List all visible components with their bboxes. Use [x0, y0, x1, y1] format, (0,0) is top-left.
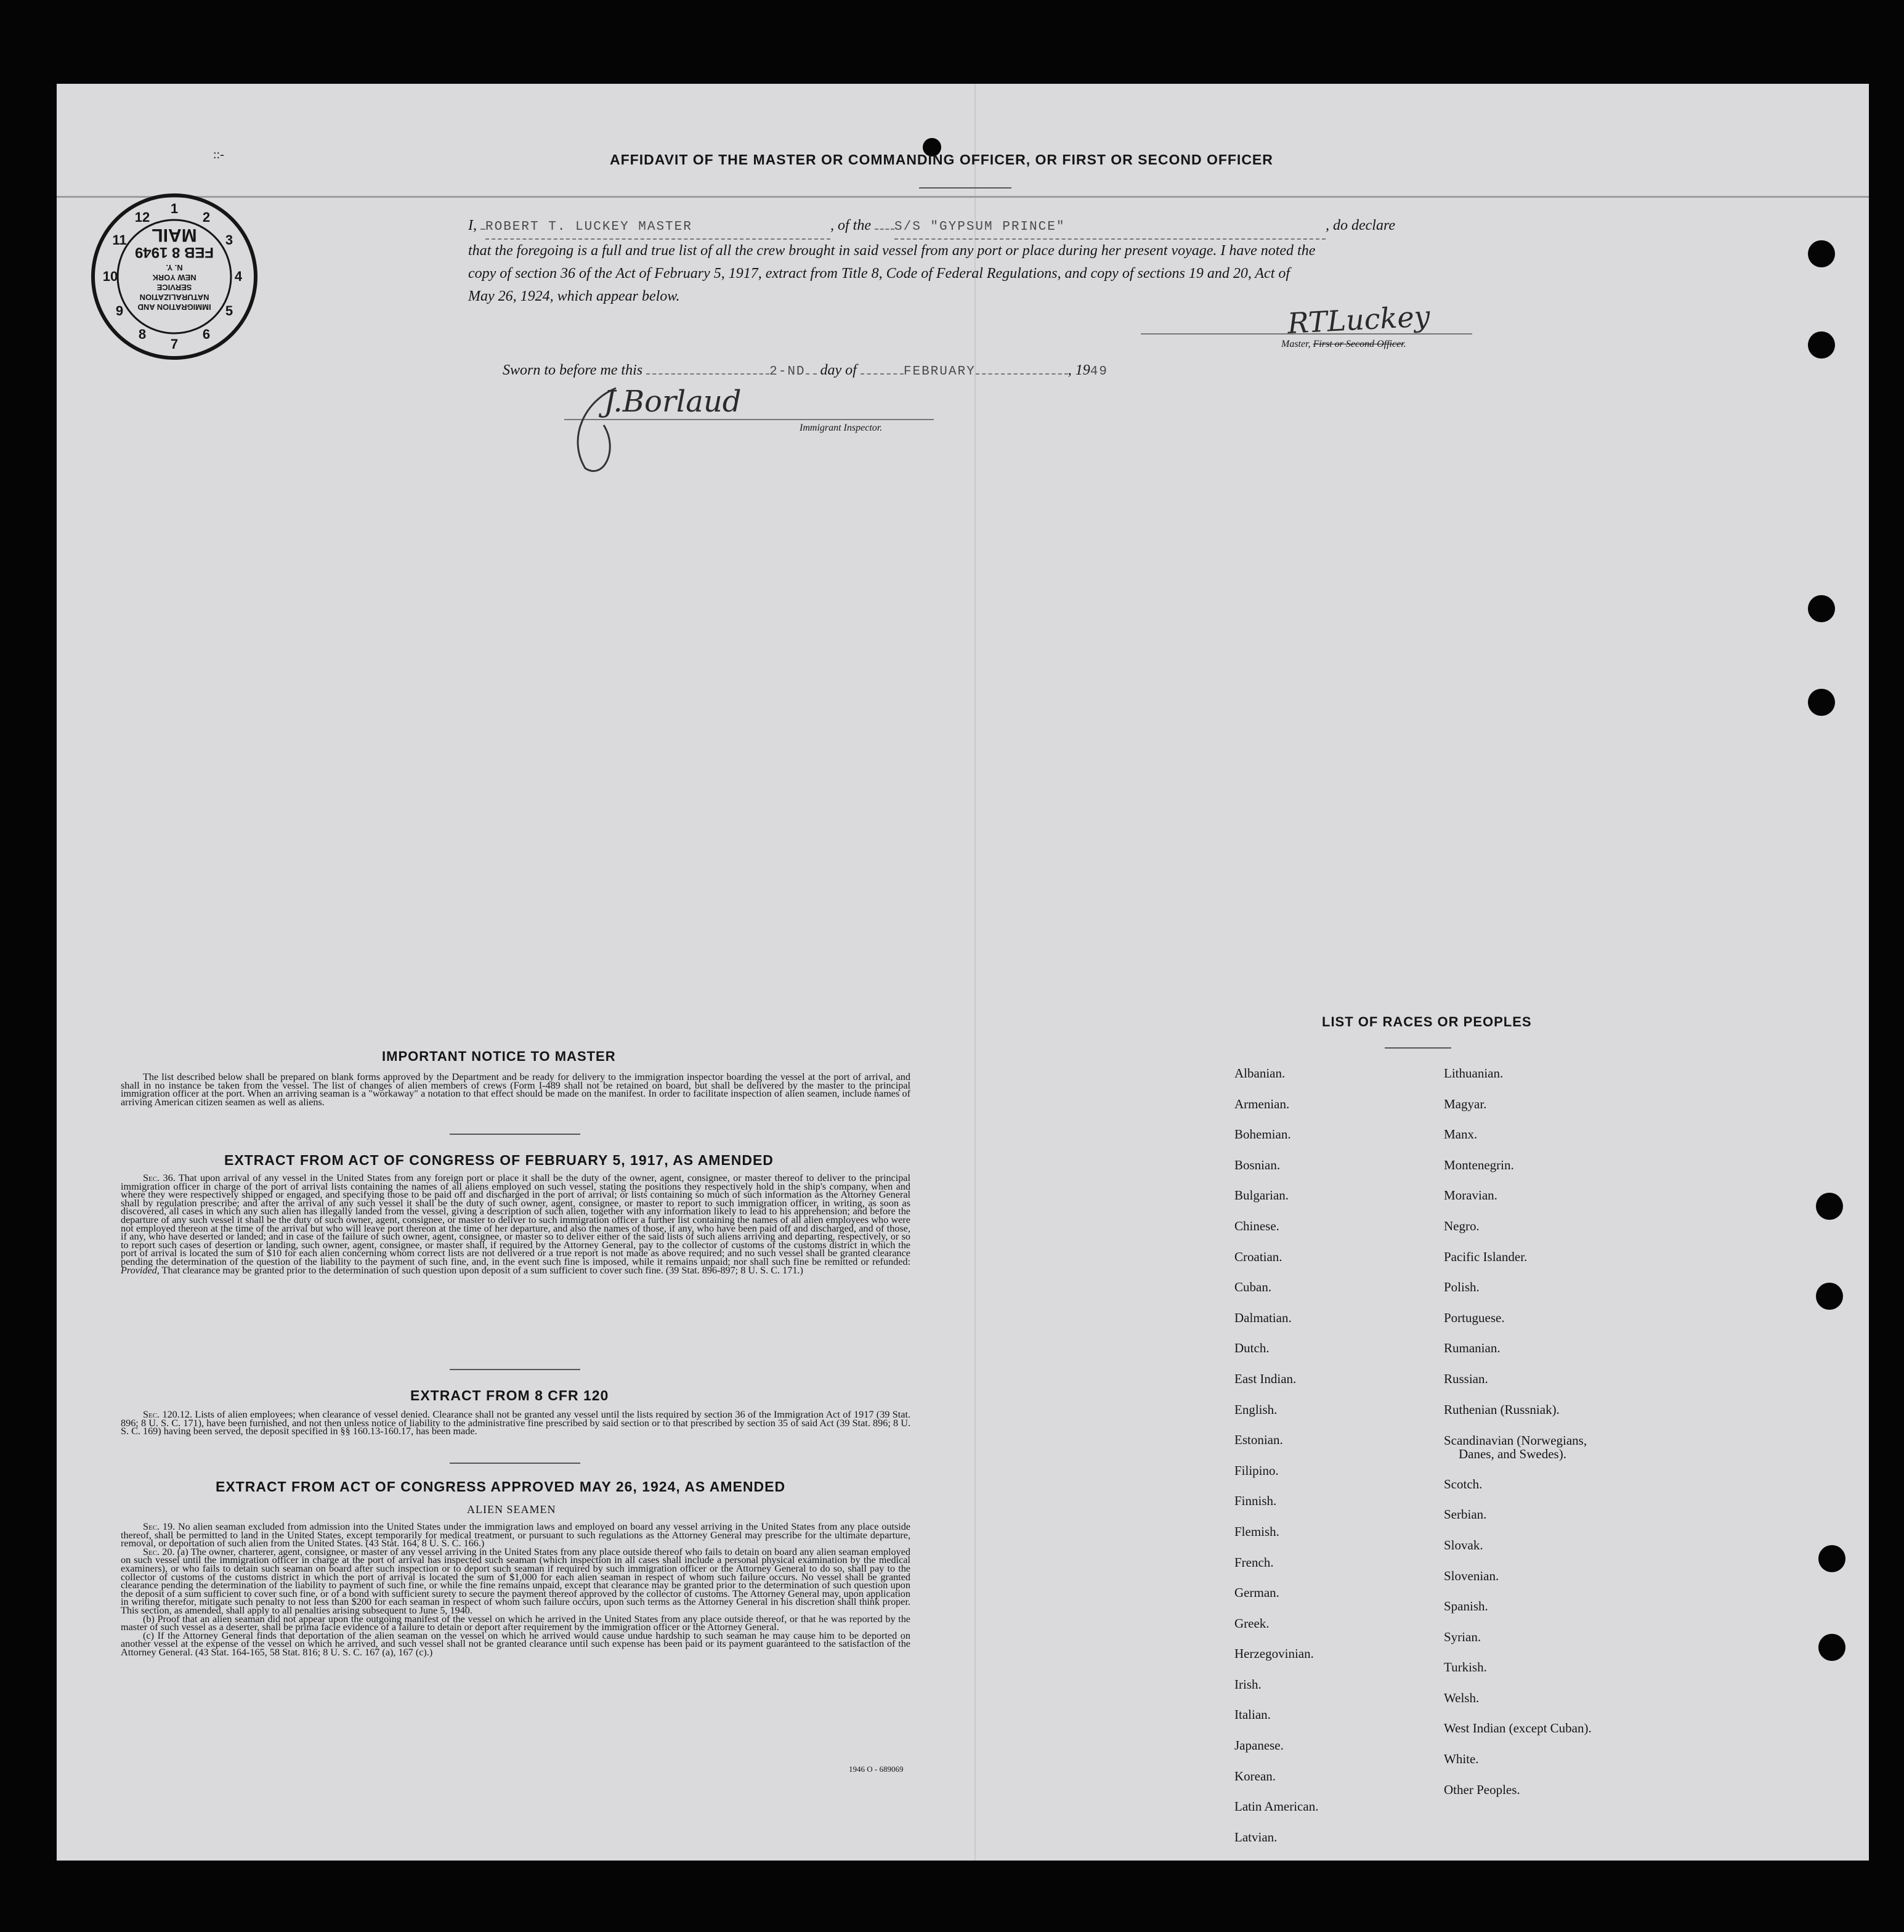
notice-paragraph: The list described below shall be prepared on blank forms approved by the Department and be ready for delivery to the immigration inspector boarding the vessel at the port of arrival, and shall in no instance be taken from the vessel. The list of changes of alien members of crews (Form I-489 shall not be retained on board, but shall be delivered by the master to the principal immigration officer at the port. When an arriving seaman is a "workaway" a notation to that effect should be made on the manifest. In order to facilitate inspection of alien seamen, include names of arriving American citizen seamen as well as aliens.: [121, 1071, 910, 1108]
punch-hole: [1808, 240, 1835, 267]
race-item: Negro.: [1444, 1218, 1480, 1233]
race-item: Albanian.: [1234, 1066, 1286, 1081]
race-item: Russian.: [1444, 1371, 1488, 1386]
race-item: East Indian.: [1234, 1371, 1297, 1386]
extract3-body: [121, 1523, 910, 1657]
race-item: Filipino.: [1234, 1463, 1279, 1478]
punch-hole: [1818, 1634, 1845, 1661]
race-item: Korean.: [1234, 1768, 1276, 1784]
race-item: Cuban.: [1234, 1280, 1272, 1295]
race-item: Polish.: [1444, 1280, 1480, 1295]
declaration-line-3: copy of section 36 of the Act of February 5, 1917, extract from Title 8, Code of Federal Regulations, and copy of sections 19 and 20, Act of: [468, 266, 1290, 282]
race-item: Croatian.: [1234, 1249, 1282, 1264]
declaration-line-4: May 26, 1924, which appear below.: [468, 288, 680, 304]
declaration-do-declare: , do declare: [1326, 217, 1396, 233]
race-item: Ruthenian (Russniak).: [1444, 1402, 1560, 1417]
extract1-title: EXTRACT FROM ACT OF CONGRESS OF FEBRUARY 5, 1917, AS AMENDED: [224, 1152, 774, 1168]
extract2-title: EXTRACT FROM 8 CFR 120: [410, 1387, 609, 1403]
race-item: Bohemian.: [1234, 1127, 1291, 1142]
race-item: Dutch.: [1234, 1341, 1270, 1356]
race-item: Dalmatian.: [1234, 1310, 1292, 1325]
race-item: Latvian.: [1234, 1829, 1278, 1845]
notice-body: [121, 1073, 910, 1106]
race-item: English.: [1234, 1402, 1278, 1417]
races-column-1: [1234, 1058, 1318, 1853]
sworn-year-prefix: , 19: [1067, 362, 1090, 378]
inspector-signature: J.Borlaud: [604, 384, 742, 419]
race-item: Flemish.: [1234, 1524, 1279, 1539]
stamp-hour-number: 3: [225, 232, 233, 248]
stamp-agency-line: N. Y.: [166, 263, 183, 272]
stamp-hour-number: 11: [112, 232, 127, 248]
race-item: West Indian (except Cuban).: [1444, 1721, 1592, 1736]
stamp-hour-number: 6: [202, 327, 211, 342]
race-item: Irish.: [1234, 1676, 1262, 1692]
race-item: Spanish.: [1444, 1599, 1488, 1614]
races-title: LIST OF RACES OR PEOPLES: [1322, 1014, 1532, 1029]
punch-hole: [1808, 689, 1835, 716]
race-item: German.: [1234, 1585, 1279, 1601]
stamp-agency-line: SERVICE: [156, 283, 192, 292]
punch-hole: [1818, 1545, 1845, 1572]
declaration-line-1: [468, 214, 1478, 240]
race-item: Finnish.: [1234, 1493, 1277, 1509]
race-item: Manx.: [1444, 1127, 1478, 1142]
race-item: Syrian.: [1444, 1629, 1481, 1644]
stamp-type: MAIL: [152, 225, 197, 245]
race-item: Moravian.: [1444, 1188, 1497, 1203]
race-item: Scandinavian (Norwegians, Danes, and Swedes).: [1444, 1433, 1587, 1462]
race-item: Serbian.: [1444, 1507, 1487, 1522]
punch-hole: [1816, 1193, 1843, 1220]
punch-hole: [1808, 595, 1835, 622]
corner-mark: ::-: [213, 148, 224, 161]
stamp-hour-number: 10: [102, 269, 118, 284]
title-underline: [919, 187, 1011, 189]
stamp-hour-number: 4: [234, 269, 243, 284]
sworn-prefix: Sworn to before me this: [503, 362, 643, 378]
race-item: Estonian.: [1234, 1432, 1283, 1448]
extract1-body: [121, 1174, 910, 1275]
stamp-agency-line: NATURALIZATION: [139, 293, 209, 302]
master-name-field: ROBERT T. LUCKEY MASTER: [485, 216, 830, 240]
race-item: Latin American.: [1234, 1799, 1319, 1814]
race-item: Chinese.: [1234, 1218, 1279, 1233]
race-item: Italian.: [1234, 1707, 1271, 1723]
received-date-stamp: [90, 192, 259, 361]
race-item: Lithuanian.: [1444, 1066, 1504, 1081]
punch-hole: [1816, 1283, 1843, 1310]
master-caption: Master, First or Second Officer.: [1281, 339, 1406, 349]
extract3-subtitle: ALIEN SEAMEN: [467, 1503, 556, 1516]
race-item: French.: [1234, 1554, 1274, 1570]
section-120-paragraph: Sec. 120.12. Lists of alien employees; when clearance of vessel denied. Clearance shall not be granted any vessel until the lists required by section 36 of the Immigration Act of 1917 (39 Stat. 896; 8 U. S. C. 171), have been furnished, and not then unless notice of liability to the administrative fine prescribed by said section or to that prescribed by section 35 of said Act (39 Stat. 896; 8 U. S. C. 169) having been served, the deposit specified in §§ 160.13-160.17, has been made.: [121, 1409, 910, 1437]
race-item: Greek.: [1234, 1615, 1270, 1631]
stamp-hour-number: 5: [225, 303, 233, 319]
extract2-body: [121, 1411, 910, 1436]
extract3-title: EXTRACT FROM ACT OF CONGRESS APPROVED MAY 26, 1924, AS AMENDED: [216, 1479, 786, 1495]
vessel-name-field: S/S "GYPSUM PRINCE": [894, 216, 1326, 240]
section-20b-paragraph: (b) Proof that an alien seaman did not appear upon the outgoing manifest of the vessel on which he arrived in the United States from any place outside thereof, or that he was reported by the master of such vessel as a deserter, shall be prima facie evidence of a failure to detain or deport after requirement by the immigration officer or the Attorney General.: [121, 1613, 910, 1633]
declaration-line-2: that the foregoing is a full and true list of all the crew brought in said vessel from any port or place during her present voyage. I have noted the: [468, 243, 1316, 259]
race-item: White.: [1444, 1751, 1479, 1767]
race-item: Bosnian.: [1234, 1157, 1281, 1172]
race-item: Rumanian.: [1444, 1341, 1501, 1356]
section-20c-paragraph: (c) If the Attorney General finds that deportation of the alien seaman on the vessel on which he arrived would cause undue hardship to such seaman he may cause him to be deported on another vessel at the expense of the vessel on which he arrived, and such vessel shall not be granted clearance until such expense has been paid or its payment guaranteed to the satisfaction of the Attorney General. (43 Stat. 164-165, 58 Stat. 816; 8 U. S. C. 167 (a), 167 (c).): [121, 1630, 910, 1658]
race-item: Turkish.: [1444, 1660, 1487, 1675]
stamp-hour-number: 9: [115, 303, 124, 319]
declaration-of-the: , of the: [830, 217, 871, 233]
page-fold: [974, 84, 976, 1861]
print-code: 1946 O - 689069: [849, 1764, 904, 1774]
sworn-month-field: FEBRUARY: [903, 365, 976, 379]
races-column-2: [1444, 1058, 1592, 1805]
stamp-hour-number: 12: [134, 209, 150, 225]
extract1-divider: [450, 1369, 580, 1370]
stamp-agency-line: IMMIGRATION AND: [137, 302, 211, 312]
race-item: Portuguese.: [1444, 1310, 1505, 1325]
stamp-hour-number: 1: [170, 201, 179, 216]
race-item: Slovak.: [1444, 1537, 1483, 1552]
race-item: Armenian.: [1234, 1096, 1290, 1111]
page-title: AFFIDAVIT OF THE MASTER OR COMMANDING OFFICER, OR FIRST OR SECOND OFFICER: [610, 152, 1273, 168]
declaration-paragraph: [468, 214, 1478, 308]
master-signature: RTLuckey: [1286, 299, 1431, 341]
section-19-paragraph: Sec. 19. No alien seaman excluded from admission into the United States under the immigration laws and employed on board any vessel arriving in the United States from any place outside thereof, shall be permitted to land in the United States, except temporarily for medical treatment, or pursuant to such regulations as the Attorney General may prescribe for the ultimate departure, removal, or deportation of such alien from the United States. (43 Stat. 164, 8 U. S. C. 166.): [121, 1521, 910, 1549]
stamp-hour-number: 2: [202, 209, 211, 225]
race-item: Magyar.: [1444, 1096, 1487, 1111]
extract2-divider: [450, 1463, 580, 1464]
sworn-year-field: 49: [1090, 365, 1108, 379]
stamp-hour-number: 8: [138, 327, 147, 342]
race-item: Herzegovinian.: [1234, 1646, 1314, 1662]
declaration-lead: I,: [468, 217, 477, 233]
race-item: Scotch.: [1444, 1476, 1483, 1492]
race-item: Pacific Islander.: [1444, 1249, 1528, 1264]
section-36-paragraph: Sec. 36. That upon arrival of any vessel in the United States from any foreign port or place it shall be the duty of the owner, agent, consignee, or master thereof to deliver to the principal immigration officer in charge of the port of arrival lists containing the names of all aliens employed on such vessel, stating the positions they respectively hold in the ship's company, when and where they were respectively shipped or engaged, and specifying those to be paid off and discharged in the port of arrival; or lists containing so much of such information as the Attorney General shall by regulation prescribe; and after the arrival of any such vessel it shall be the duty of such owner, agent, consignee, or master to report to such immigration officer, in writing, as soon as discovered, all cases in which any such alien has illegally landed from the vessel, giving a description of such alien, together with any information likely to lead to his apprehension; and before the departure of any such vessel it shall be the duty of such owner, agent, consignee, or master to deliver to such immigration officer a further list containing the names of all alien employees who were not employed thereon at the time of the arrival but who will leave port thereon at the time of her departure, and also the names of those, if any, who have been paid off and discharged, and of those, if any, who have deserted or landed; and in case of the failure of such owner, agent, consignee, or master so to deliver either of the said lists of such aliens arriving and departing, respectively, or so to report such cases of desertion or landing, such owner, agent, consignee, or master shall, if required by the Attorney General, pay to the collector of customs of the customs district in which the port of arrival is located the sum of $10 for each alien concerning whom correct lists are not delivered or a true report is not made as above required; and no such vessel shall be granted clearance pending the determination of the question of the liability to the payment of such fine, and, in the event such fine is imposed, while it remains unpaid; nor shall such fine be remitted or refunded: Provided, That clearance may be granted prior to the determination of such question upon deposit of a sum sufficient to cover such fine. (39 Stat. 896-897; 8 U. S. C. 171.): [121, 1172, 910, 1276]
inspector-caption: Immigrant Inspector.: [800, 423, 883, 433]
sworn-day-field: 2-ND: [769, 365, 806, 379]
races-title-underline: [1385, 1047, 1451, 1049]
sworn-day-of: day of: [820, 362, 857, 378]
notice-title: IMPORTANT NOTICE TO MASTER: [382, 1049, 616, 1064]
struck-title: First or Second Officer: [1313, 339, 1404, 349]
race-item: Slovenian.: [1444, 1568, 1499, 1583]
punch-hole: [1808, 331, 1835, 359]
race-item: Other Peoples.: [1444, 1782, 1520, 1797]
stamp-hour-number: 7: [170, 336, 179, 352]
notice-divider: [450, 1134, 580, 1135]
race-item: Japanese.: [1234, 1738, 1284, 1753]
race-item: Montenegrin.: [1444, 1157, 1514, 1172]
race-item: Bulgarian.: [1234, 1188, 1289, 1203]
race-item: Welsh.: [1444, 1690, 1480, 1705]
stamp-agency-line: NEW YORK: [152, 273, 196, 282]
stamp-date: FEB 8 1949: [134, 244, 214, 261]
header-divider: [57, 196, 1869, 198]
section-20a-paragraph: Sec. 20. (a) The owner, charterer, agent, consignee, or master of any vessel arriving in the United States from any place outside thereof who fails to detain on board any alien seaman employed on such vessel until the immigration officer in charge at the port of arrival has inspected such seaman (which inspection in all cases shall include a personal physical examination by the medical examiners), or who fails to detain such seaman on board after such inspection or to deport such seaman if required by such immigration officer or the Attorney General to do so, shall pay to the collector of customs of the customs district in which the port of arrival is located the sum of $1,000 for each alien seaman in respect of whom such failure occurs. No vessel shall be granted clearance pending the determination of the liability to payment of such fine, or while the fine remains unpaid, except that clearance may be granted prior to the determination of such question upon the deposit of a sum sufficient to cover such fine, or of a bond with sufficient surety to secure the payment thereof approved by the collector of customs. The Attorney General may, upon application in writing therefor, mitigate such penalty to not less than $200 for each seaman in respect of whom such failure occurs, upon such terms as the Attorney General in his discretion shall think proper. This section, as amended, shall apply to all penalties arising subsequent to June 5, 1940.: [121, 1546, 910, 1616]
